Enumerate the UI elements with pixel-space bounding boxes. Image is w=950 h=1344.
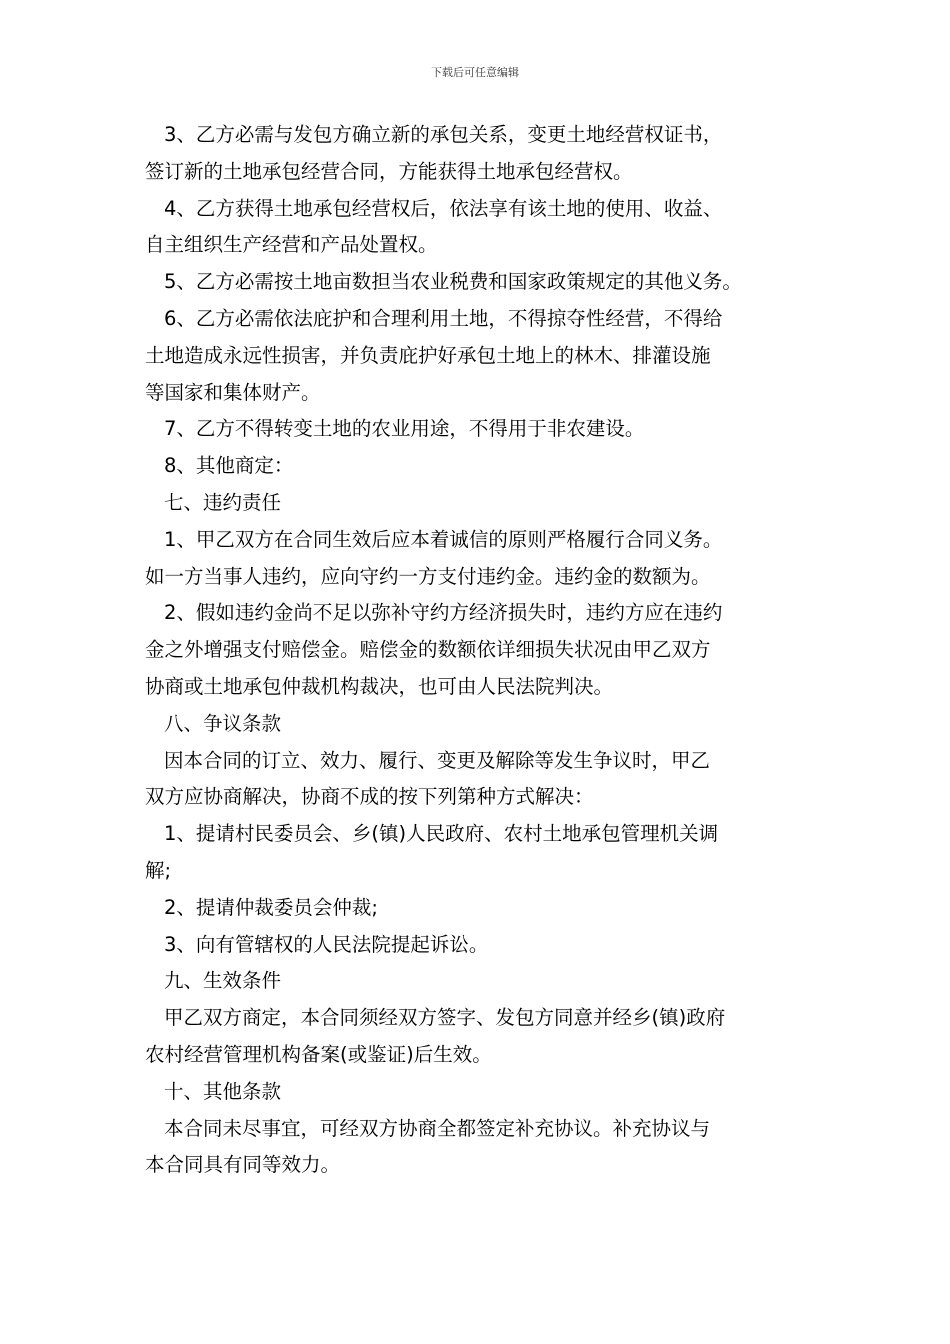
text-line: 本合同具有同等效力。 [145, 1153, 341, 1177]
text-line: 2、提请仲裁委员会仲裁; [164, 895, 378, 919]
text-line: 土地造成永远性损害，并负责庇护好承包土地上的林木、排灌设施 [145, 343, 711, 367]
text-line: 金之外增强支付赔偿金。赔偿金的数额依详细损失状况由甲乙双方 [145, 638, 711, 662]
section-heading: 七、违约责任 [164, 490, 282, 514]
text-line: 农村经营管理机构备案(或鉴证)后生效。 [145, 1042, 492, 1066]
text-line: 如一方当事人违约，应向守约一方支付违约金。违约金的数额为。 [145, 564, 711, 588]
text-line: 7、乙方不得转变土地的农业用途，不得用于非农建设。 [164, 417, 645, 441]
text-line: 等国家和集体财产。 [145, 380, 321, 404]
text-line: 签订新的土地承包经营合同，方能获得土地承包经营权。 [145, 159, 633, 183]
text-line: 3、向有管辖权的人民法院提起诉讼。 [164, 932, 489, 956]
text-line: 自主组织生产经营和产品处置权。 [145, 233, 438, 257]
section-heading: 九、生效条件 [164, 969, 282, 993]
text-line: 1、提请村民委员会、乡(镇)人民政府、农村土地承包管理机关调 [164, 822, 719, 846]
section-heading: 八、争议条款 [164, 711, 282, 735]
text-line: 3、乙方必需与发包方确立新的承包关系，变更土地经营权证书， [164, 123, 723, 146]
text-line: 6、乙方必需依法庇护和合理利用土地，不得掠夺性经营，不得给 [164, 306, 723, 330]
text-line: 5、乙方必需按土地亩数担当农业税费和国家政策规定的其他义务。 [164, 270, 742, 294]
text-line: 1、甲乙双方在合同生效后应本着诚信的原则严格履行合同义务。 [164, 527, 723, 551]
section-heading: 十、其他条款 [164, 1079, 282, 1103]
text-line: 因本合同的订立、效力、履行、变更及解除等发生争议时，甲乙 [164, 748, 711, 772]
text-line: 2、假如违约金尚不足以弥补守约方经济损失时，违约方应在违约 [164, 601, 723, 625]
text-line: 解; [145, 858, 172, 882]
text-line: 协商或土地承包仲裁机构裁决，也可由人民法院判决。 [145, 674, 614, 698]
text-line: 双方应协商解决，协商不成的按下列第种方式解决： [145, 785, 594, 809]
text-line: 8、其他商定： [164, 454, 294, 478]
text-line: 4、乙方获得土地承包经营权后，依法享有该土地的使用、收益、 [164, 196, 723, 220]
text-line: 甲乙双方商定，本合同须经双方签字、发包方同意并经乡(镇)政府 [164, 1006, 726, 1030]
page-header: 下载后可任意编辑 [431, 66, 519, 79]
text-line: 本合同未尽事宜，可经双方协商全都签定补充协议。补充协议与 [164, 1116, 711, 1140]
document-body [145, 117, 825, 1184]
